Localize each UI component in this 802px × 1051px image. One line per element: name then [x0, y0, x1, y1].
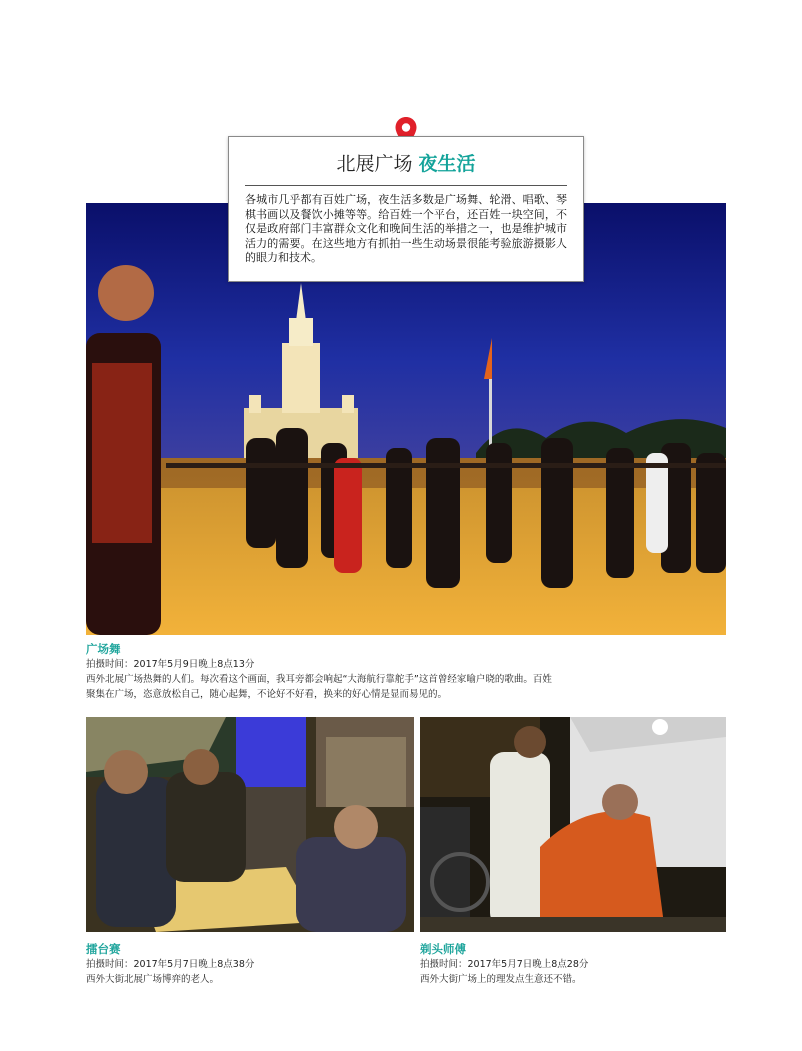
caption-time: 拍摄时间：2017年5月9日晚上8点13分	[86, 659, 255, 670]
photo-barber	[420, 717, 726, 932]
caption-text: 西外大街广场上的理发点生意还不错。	[420, 974, 582, 985]
caption-square-dance	[86, 641, 556, 702]
title-part1: 北展广场	[336, 153, 413, 175]
photo-chess-match	[86, 717, 414, 932]
page-title	[245, 151, 567, 177]
title-divider	[245, 185, 567, 186]
caption-time: 拍摄时间：2017年5月7日晚上8点38分	[86, 959, 255, 970]
caption-text: 西外北展广场热舞的人们。每次看这个画面，我耳旁都会响起“大海航行靠舵手”这首曾经家喻户晓的歌曲。百姓聚集在广场，恣意放松自己，随心起舞，不论好不好看，换来的好心情是显而易见的。	[86, 674, 552, 700]
caption-title: 剃头师傅	[420, 942, 466, 956]
caption-title: 广场舞	[86, 642, 121, 656]
title-body-text: 各城市几乎都有百姓广场，夜生活多数是广场舞、轮滑、唱歌、琴棋书画以及餐饮小摊等等。给百姓一个平台，还百姓一块空间，不仅是政府部门丰富群众文化和晚间生活的举措之一，也是维护城市活力的需要。在这些地方有抓拍一些生动场景很能考验旅游摄影人的眼力和技术。	[245, 193, 567, 265]
caption-time: 拍摄时间：2017年5月7日晚上8点28分	[420, 959, 589, 970]
caption-chess-match	[86, 941, 406, 987]
title-card	[228, 136, 584, 282]
title-part2: 夜生活	[418, 153, 476, 175]
caption-title: 擂台赛	[86, 942, 121, 956]
caption-barber	[420, 941, 726, 987]
caption-text: 西外大街北展广场博弈的老人。	[86, 974, 220, 985]
